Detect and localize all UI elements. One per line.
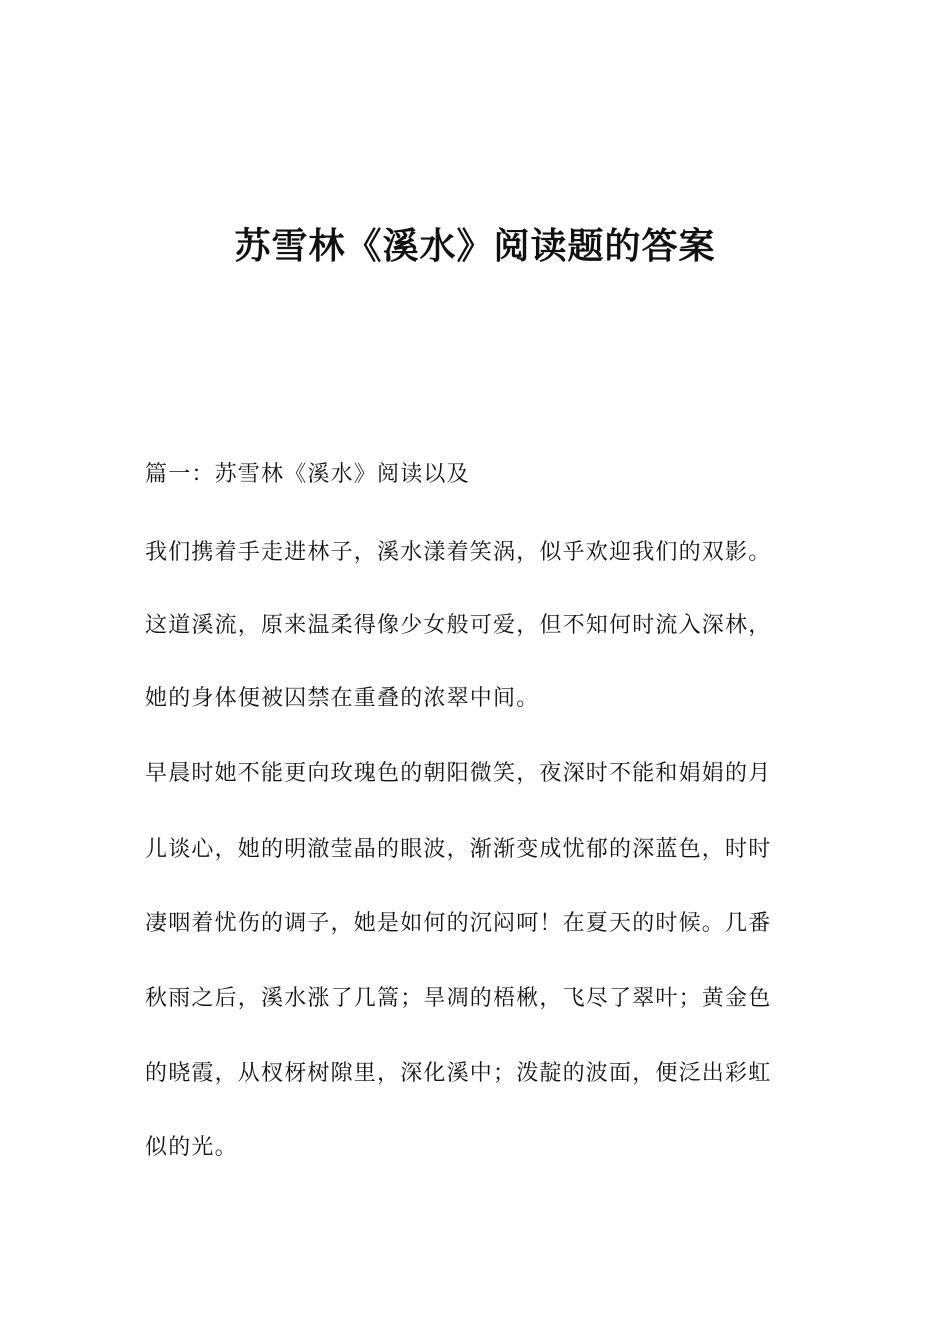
paragraph-line: 早晨时她不能更向玫瑰色的朝阳微笑，夜深时不能和娟娟的月 [145,761,772,786]
paragraph-line: 秋雨之后，溪水涨了几篙；旱凋的梧楸，飞尽了翠叶；黄金色 [145,986,772,1011]
paragraph-line: 凄咽着忧伤的调子，她是如何的沉闷呵！在夏天的时候。几番 [145,911,772,936]
paragraph-line: 似的光。 [145,1135,238,1160]
paragraph-line: 这道溪流，原来温柔得像少女般可爱，但不知何时流入深林， [145,613,772,638]
paragraph-line: 她的身体便被囚禁在重叠的浓翠中间。 [145,686,540,711]
paragraph-line: 儿谈心，她的明澈莹晶的眼波，渐渐变成忧郁的深蓝色，时时 [145,837,772,862]
paragraph-line: 我们携着手走进林子，溪水漾着笑涡，似乎欢迎我们的双影。 [145,540,772,565]
section-heading: 篇一：苏雪林《溪水》阅读以及 [145,462,470,487]
document-title: 苏雪林《溪水》阅读题的答案 [234,226,716,267]
paragraph-line: 的晓霞，从杈枒树隙里，深化溪中；泼靛的波面，便泛出彩虹 [145,1061,772,1086]
